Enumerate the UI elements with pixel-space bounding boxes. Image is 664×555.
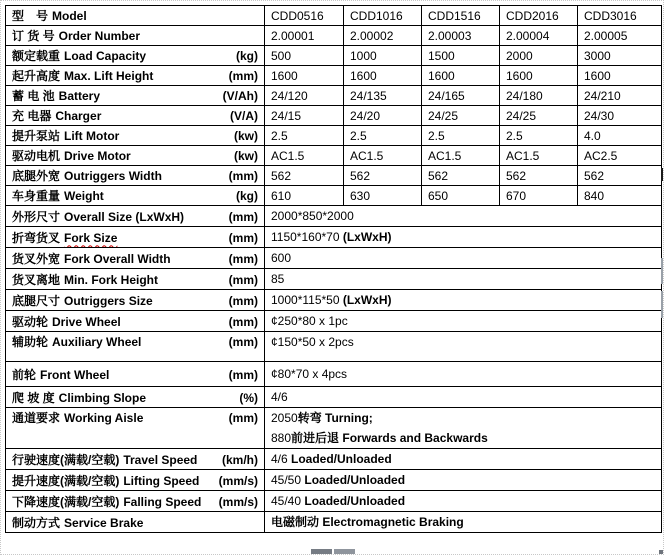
row-label-zh: 底腿外宽	[12, 169, 61, 183]
value-text: 45/50	[271, 473, 305, 487]
value-text-bold: Loaded/Unloaded	[304, 494, 406, 508]
row-unit: (mm)	[228, 209, 258, 224]
value-text: 2050	[271, 411, 298, 425]
row-label-cell	[6, 46, 265, 66]
value-cell-merged	[265, 362, 662, 387]
value-line	[271, 290, 661, 310]
row-label-cell	[6, 146, 265, 166]
row-label-cell	[6, 387, 265, 408]
value-cell: CDD0516	[265, 6, 344, 26]
value-cell: 670	[500, 186, 578, 206]
value-cell: 24/120	[265, 86, 344, 106]
spec-table-body	[6, 6, 662, 533]
value-text: ¢150*50 x 2pcs	[271, 335, 354, 349]
row-label	[12, 332, 264, 352]
value-cell-merged	[265, 491, 662, 512]
value-cell: CDD1516	[422, 6, 500, 26]
value-text: 4/6	[271, 390, 288, 404]
row-unit: (mm)	[228, 314, 258, 329]
table-row	[6, 290, 662, 311]
row-label	[12, 87, 264, 104]
table-row	[6, 311, 662, 332]
value-cell: 2.5	[500, 126, 578, 146]
row-label	[12, 27, 264, 44]
row-label	[12, 271, 264, 288]
value-cell: 2.00005	[578, 26, 662, 46]
value-cell-merged	[265, 449, 662, 470]
value-line	[271, 311, 661, 331]
row-label-cell	[6, 470, 265, 491]
row-label-en: Order Number	[58, 29, 141, 43]
row-unit: (mm)	[228, 411, 258, 425]
row-label-zh: 爬 坡 度	[12, 390, 55, 405]
row-unit: (mm)	[228, 367, 258, 382]
row-unit: (kg)	[236, 49, 258, 63]
row-label-en: Min. Fork Height	[64, 272, 159, 287]
row-label-cell	[6, 66, 265, 86]
table-row	[6, 248, 662, 269]
row-label-zh: 充 电器	[12, 109, 52, 123]
value-cell: 630	[344, 186, 422, 206]
row-label-cell	[6, 290, 265, 311]
row-label-en: Falling Speed	[123, 494, 202, 509]
value-cell: 840	[578, 186, 662, 206]
row-label	[12, 514, 264, 531]
value-cell: 2000	[500, 46, 578, 66]
value-cell: AC1.5	[344, 146, 422, 166]
row-label-cell	[6, 311, 265, 332]
value-cell: 2.00002	[344, 26, 422, 46]
row-label-cell	[6, 227, 265, 248]
value-line	[271, 408, 661, 428]
value-text: 2000*850*2000	[271, 209, 354, 223]
value-cell-merged	[265, 408, 662, 449]
row-label	[12, 107, 264, 124]
row-label-en: Outriggers Size	[64, 293, 153, 308]
row-label-en: Max. Lift Height	[64, 69, 154, 83]
value-line	[271, 428, 661, 448]
row-label-zh: 蓄 电 池	[12, 89, 55, 103]
value-text: 45/40	[271, 494, 305, 508]
value-cell: 562	[344, 166, 422, 186]
row-label-en: Lifting Speed	[123, 473, 200, 488]
row-label-cell	[6, 449, 265, 470]
value-text: 880	[271, 431, 292, 445]
value-cell: 2.00004	[500, 26, 578, 46]
value-text-bold: 电磁制动 Electromagnetic Braking	[271, 515, 464, 529]
value-text: 600	[271, 251, 292, 265]
row-label-cell	[6, 512, 265, 533]
row-unit: (mm)	[228, 251, 258, 266]
horizontal-scrollbar-thumb[interactable]	[334, 549, 355, 555]
row-label-zh: 货叉外宽	[12, 251, 61, 266]
row-label-en: Drive Motor	[64, 149, 131, 163]
value-cell: 650	[422, 186, 500, 206]
table-row	[6, 166, 662, 186]
row-label-zh: 通道要求	[12, 411, 61, 425]
row-label	[12, 313, 264, 330]
table-row	[6, 6, 662, 26]
value-cell: 2.00003	[422, 26, 500, 46]
row-label-zh: 外形尺寸	[12, 209, 61, 224]
value-cell: 1000	[344, 46, 422, 66]
value-cell: 1500	[422, 46, 500, 66]
table-row	[6, 362, 662, 387]
row-label	[12, 147, 264, 164]
value-cell: 562	[578, 166, 662, 186]
value-text-bold: Loaded/Unloaded	[291, 452, 392, 466]
row-label-en: Fork Size	[64, 230, 118, 245]
table-row	[6, 46, 662, 66]
value-cell-merged	[265, 227, 662, 248]
row-label-en: Outriggers Width	[64, 169, 162, 183]
table-row	[6, 269, 662, 290]
row-unit: (%)	[239, 390, 258, 405]
value-cell: CDD1016	[344, 6, 422, 26]
value-cell: 24/165	[422, 86, 500, 106]
value-line	[271, 206, 661, 226]
row-label-zh: 型 号	[12, 9, 49, 23]
row-label-cell	[6, 166, 265, 186]
table-row	[6, 491, 662, 512]
row-label-cell	[6, 126, 265, 146]
value-line	[271, 269, 661, 289]
value-line	[271, 512, 661, 532]
table-row	[6, 470, 662, 491]
row-unit: (V/Ah)	[222, 89, 258, 103]
row-label	[12, 187, 264, 204]
value-cell: 24/20	[344, 106, 422, 126]
value-cell-merged	[265, 512, 662, 533]
value-cell: 1600	[578, 66, 662, 86]
value-text-bold: (LxWxH)	[342, 230, 392, 244]
row-unit: (km/h)	[222, 452, 258, 467]
value-line	[271, 491, 661, 511]
row-label	[12, 408, 264, 428]
table-row	[6, 146, 662, 166]
row-label-cell	[6, 248, 265, 269]
row-label-en: Lift Motor	[64, 129, 120, 143]
table-row	[6, 387, 662, 408]
row-unit: (kw)	[234, 149, 258, 163]
value-cell: 562	[500, 166, 578, 186]
table-row	[6, 449, 662, 470]
row-label	[12, 366, 264, 383]
row-label	[12, 493, 264, 510]
row-label	[12, 7, 264, 24]
value-cell: AC2.5	[578, 146, 662, 166]
value-cell-merged	[265, 311, 662, 332]
value-cell-merged	[265, 290, 662, 311]
value-cell: 24/15	[265, 106, 344, 126]
value-text-bold: 前进后退 Forwards and Backwards	[291, 431, 488, 445]
value-line	[271, 470, 661, 490]
row-label-cell	[6, 332, 265, 362]
row-label-zh: 额定载重	[12, 49, 61, 63]
value-line	[271, 364, 661, 384]
value-cell: CDD3016	[578, 6, 662, 26]
row-label-en: Overall Size (LxWxH)	[64, 209, 185, 224]
row-label-en: Working Aisle	[64, 411, 144, 425]
value-cell: 3000	[578, 46, 662, 66]
value-text: ¢80*70 x 4pcs	[271, 367, 348, 381]
value-cell: AC1.5	[422, 146, 500, 166]
row-label-en: Load Capacity	[64, 49, 147, 63]
row-label-en: Auxiliary Wheel	[52, 335, 142, 349]
value-text: 1000*115*50	[271, 293, 343, 307]
row-label-zh: 折弯货叉	[12, 230, 61, 245]
table-row	[6, 126, 662, 146]
value-cell: 2.5	[422, 126, 500, 146]
table-row	[6, 408, 662, 449]
row-unit: (mm)	[228, 169, 258, 183]
value-text: 85	[271, 272, 285, 286]
table-row	[6, 332, 662, 362]
row-label-cell	[6, 206, 265, 227]
row-label	[12, 292, 264, 309]
row-label-zh: 驱动电机	[12, 149, 61, 163]
row-label-cell	[6, 362, 265, 387]
row-label	[12, 47, 264, 64]
row-label-cell	[6, 269, 265, 290]
value-cell-merged	[265, 206, 662, 227]
row-label-en: Model	[52, 9, 87, 23]
row-unit: (mm)	[228, 272, 258, 287]
row-label	[12, 250, 264, 267]
value-cell: 2.00001	[265, 26, 344, 46]
table-row	[6, 206, 662, 227]
value-text: 4/6	[271, 452, 292, 466]
row-label-zh: 驱动轮	[12, 314, 49, 329]
value-cell: CDD2016	[500, 6, 578, 26]
row-label-en: Drive Wheel	[52, 314, 121, 329]
value-cell: 562	[265, 166, 344, 186]
table-row	[6, 106, 662, 126]
value-line	[271, 227, 661, 247]
table-row	[6, 86, 662, 106]
value-text: 1150*160*70	[271, 230, 343, 244]
value-cell: 24/25	[500, 106, 578, 126]
value-cell: 24/25	[422, 106, 500, 126]
value-cell: 2.5	[344, 126, 422, 146]
row-label-en: Fork Overall Width	[64, 251, 171, 266]
row-unit: (mm)	[228, 230, 258, 245]
value-cell: 1600	[265, 66, 344, 86]
row-label	[12, 208, 264, 225]
row-label-en: Charger	[55, 109, 102, 123]
row-label-zh: 下降速度(满载/空载)	[12, 494, 120, 509]
value-cell: 610	[265, 186, 344, 206]
table-row	[6, 66, 662, 86]
value-line	[271, 332, 661, 352]
row-label-cell	[6, 186, 265, 206]
value-text: ¢250*80 x 1pc	[271, 314, 348, 328]
row-unit: (kw)	[234, 129, 258, 143]
row-label-en: Service Brake	[64, 515, 144, 530]
table-row	[6, 512, 662, 533]
row-label	[12, 127, 264, 144]
row-label-zh: 制动方式	[12, 515, 61, 530]
row-label-zh: 订 货 号	[12, 29, 55, 43]
value-cell: 1600	[422, 66, 500, 86]
row-unit: (kg)	[236, 189, 258, 203]
value-cell: 24/135	[344, 86, 422, 106]
table-row	[6, 186, 662, 206]
value-cell: 1600	[500, 66, 578, 86]
value-cell: 24/30	[578, 106, 662, 126]
value-cell: AC1.5	[265, 146, 344, 166]
row-label-zh: 行驶速度(满载/空载)	[12, 452, 120, 467]
row-label-zh: 底腿尺寸	[12, 293, 61, 308]
value-cell: AC1.5	[500, 146, 578, 166]
row-label-cell	[6, 6, 265, 26]
row-label-zh: 提升泵站	[12, 129, 61, 143]
value-line	[271, 248, 661, 268]
row-label-cell	[6, 86, 265, 106]
horizontal-scrollbar-thumb[interactable]	[311, 549, 332, 555]
row-label-en: Climbing Slope	[58, 390, 147, 405]
row-label	[12, 472, 264, 489]
spec-table	[5, 5, 662, 533]
value-cell-merged	[265, 248, 662, 269]
value-cell: 1600	[344, 66, 422, 86]
value-cell: 24/180	[500, 86, 578, 106]
value-line	[271, 449, 661, 469]
row-unit: (mm)	[228, 335, 258, 349]
row-label-cell	[6, 491, 265, 512]
value-text-bold: 转弯 Turning;	[297, 411, 373, 425]
row-label	[12, 451, 264, 468]
table-row	[6, 227, 662, 248]
row-label-cell	[6, 408, 265, 449]
row-label	[12, 67, 264, 84]
row-unit: (mm)	[228, 293, 258, 308]
row-label-zh: 前轮	[12, 367, 37, 382]
row-label-zh: 提升速度(满载/空载)	[12, 473, 120, 488]
value-cell-merged	[265, 470, 662, 491]
row-unit: (mm)	[228, 69, 258, 83]
row-label-en: Travel Speed	[123, 452, 198, 467]
value-cell: 2.5	[265, 126, 344, 146]
row-label-cell	[6, 26, 265, 46]
row-label	[12, 167, 264, 184]
row-label-zh: 起升高度	[12, 69, 61, 83]
row-unit: (mm/s)	[218, 494, 258, 509]
value-text-bold: (LxWxH)	[342, 293, 392, 307]
row-label-cell	[6, 106, 265, 126]
row-label-zh: 辅助轮	[12, 335, 49, 349]
table-row	[6, 26, 662, 46]
value-line	[271, 387, 661, 407]
row-unit: (mm/s)	[218, 473, 258, 488]
value-text-bold: Loaded/Unloaded	[304, 473, 406, 487]
value-cell: 500	[265, 46, 344, 66]
value-cell: 562	[422, 166, 500, 186]
value-cell: 4.0	[578, 126, 662, 146]
row-label-en: Front Wheel	[40, 367, 110, 382]
value-cell: 24/210	[578, 86, 662, 106]
row-unit: (V/A)	[230, 109, 258, 123]
value-cell-merged	[265, 332, 662, 362]
row-label-en: Weight	[64, 189, 104, 203]
row-label-zh: 货叉离地	[12, 272, 61, 287]
value-cell-merged	[265, 269, 662, 290]
scrollbar-corner	[659, 550, 664, 555]
row-label-en: Battery	[58, 89, 101, 103]
row-label	[12, 229, 264, 246]
row-label	[12, 389, 264, 406]
row-label-zh: 车身重量	[12, 189, 61, 203]
value-cell-merged	[265, 387, 662, 408]
